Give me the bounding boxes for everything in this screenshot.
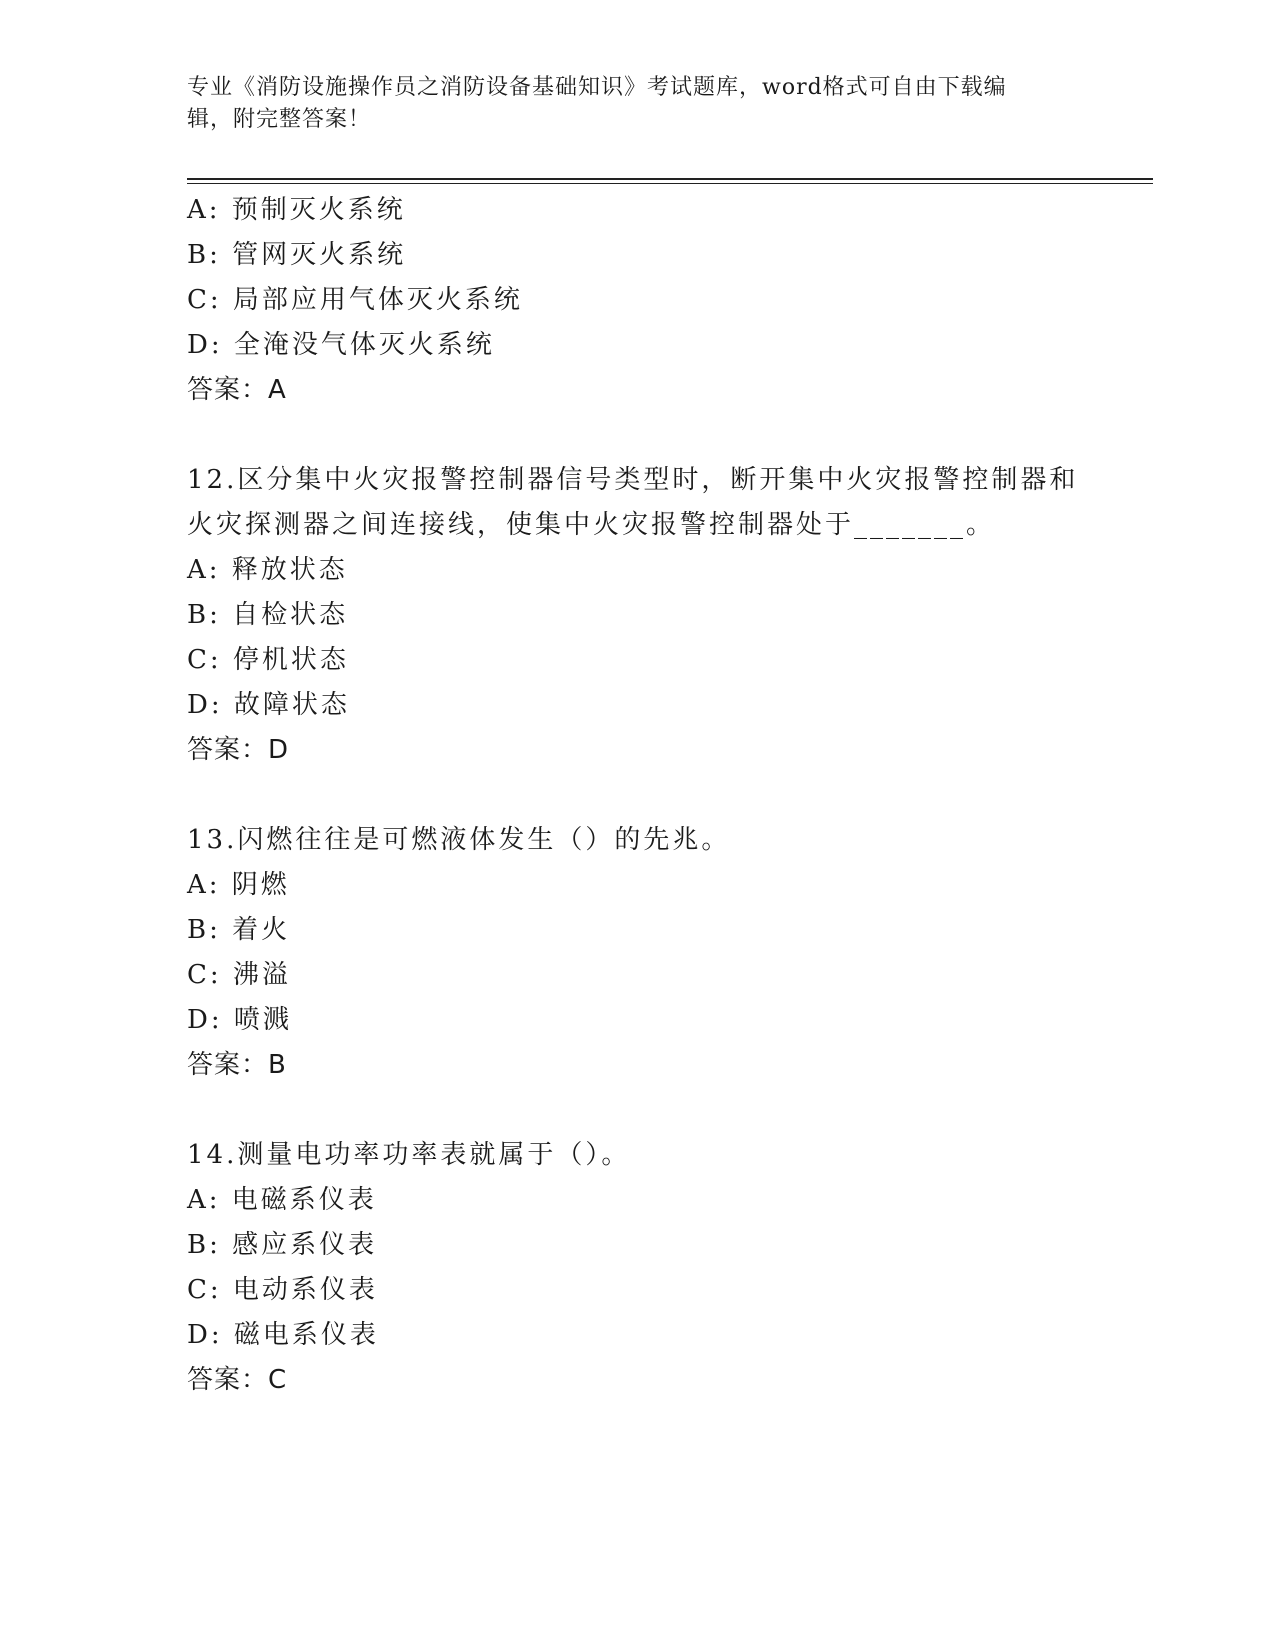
- question-13: [187, 818, 1087, 1088]
- question-text-line-2: 火灾探测器之间连接线，使集中火灾报警控制器处于_______。: [187, 510, 996, 540]
- option-d: D: 全淹没气体灭火系统: [187, 330, 495, 360]
- spacer: [187, 413, 1087, 458]
- option-a: A: 释放状态: [187, 555, 348, 585]
- option-a: A: 阴燃: [187, 870, 290, 900]
- question-14: [187, 1133, 1087, 1403]
- document-header: [187, 72, 1067, 136]
- option-c: C: 沸溢: [187, 960, 291, 990]
- answer: 答案：A: [187, 375, 287, 405]
- option-d: D: 喷溅: [187, 1005, 292, 1035]
- option-b: B: 管网灭火系统: [187, 240, 407, 270]
- header-line-2: 辑，附完整答案！: [187, 107, 372, 132]
- option-c: C: 电动系仪表: [187, 1275, 378, 1305]
- header-line-1: 专业《消防设施操作员之消防设备基础知识》考试题库，word格式可自由下载编: [187, 75, 1007, 100]
- option-a: A: 预制灭火系统: [187, 195, 406, 225]
- option-d: D: 故障状态: [187, 690, 350, 720]
- option-b: B: 感应系仪表: [187, 1230, 378, 1260]
- header-divider-thick: [187, 178, 1153, 180]
- option-d: D: 磁电系仪表: [187, 1320, 379, 1350]
- option-b: B: 自检状态: [187, 600, 349, 630]
- answer: 答案：C: [187, 1365, 288, 1395]
- option-a: A: 电磁系仪表: [187, 1185, 377, 1215]
- question-11: [187, 188, 1087, 413]
- answer: 答案：B: [187, 1050, 287, 1080]
- option-c: C: 局部应用气体灭火系统: [187, 285, 523, 315]
- question-12: [187, 458, 1087, 773]
- option-b: B: 着火: [187, 915, 291, 945]
- header-divider-thin: [187, 183, 1153, 184]
- question-list: [187, 188, 1087, 1403]
- question-text: 14.测量电功率功率表就属于（）。: [187, 1140, 631, 1170]
- spacer: [187, 773, 1087, 818]
- question-text-line-1: 12.区分集中火灾报警控制器信号类型时，断开集中火灾报警控制器和: [187, 465, 1079, 495]
- option-c: C: 停机状态: [187, 645, 349, 675]
- answer: 答案：D: [187, 735, 290, 765]
- spacer: [187, 1088, 1087, 1133]
- question-text: 13.闪燃往往是可燃液体发生（）的先兆。: [187, 825, 731, 855]
